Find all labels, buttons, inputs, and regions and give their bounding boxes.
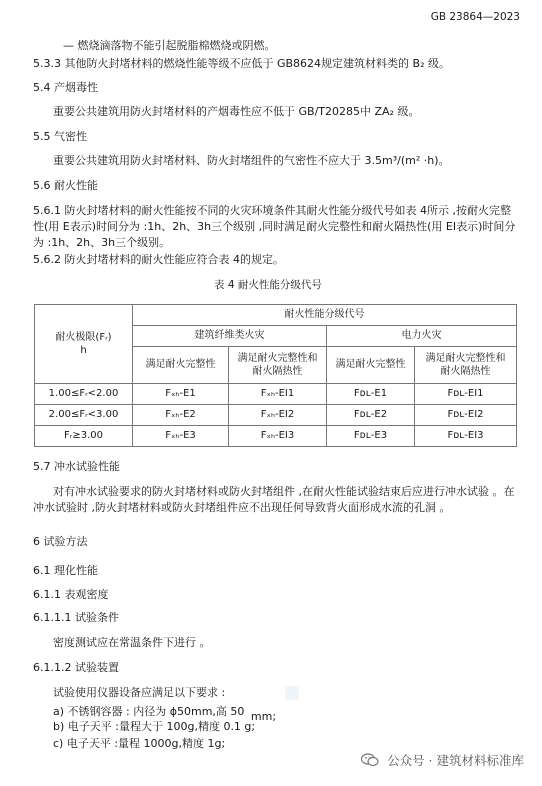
- list-item-a: [53, 704, 277, 723]
- clause-6-1-1-1-text: 密度测试应在常温条件下进行 。: [53, 636, 211, 649]
- table-cell: Fᴅʟ-EI1: [415, 384, 517, 405]
- list-item-a-unit: mm;: [250, 710, 277, 723]
- table-caption: 表 4 耐火性能分级代号: [214, 279, 322, 291]
- table-cell: Fₓₕ-EI1: [229, 384, 327, 405]
- clause-text: — 燃烧滴落物不能引起脱脂棉燃烧或阴燃。: [63, 39, 276, 52]
- heading-5-7: 5.7 冲水试验性能: [33, 460, 120, 473]
- col-header: 满足耐火完整性: [133, 347, 229, 384]
- clause-5-5-text: 重要公共建筑用防火封堵材料、防火封堵组件的气密性不应大于 3.5m³/(m² ·h)。: [53, 154, 450, 167]
- clause-5-6-2: 5.6.2 防火封堵材料的耐火性能应符合表 4的规定。: [33, 253, 284, 266]
- row-header-unit: h: [80, 345, 87, 356]
- standard-number: GB 23864—2023: [430, 11, 520, 23]
- table-cell: Fₓₕ-E1: [133, 384, 229, 405]
- heading-5-4: 5.4 产烟毒性: [33, 81, 98, 94]
- clause-5-6-1-line1: 5.6.1 防火封堵材料的耐火性能按不同的火灾环境条件其耐火性能分级代号如表 4所示 ,按耐火完整: [33, 204, 511, 217]
- wechat-icon: [361, 753, 379, 767]
- table-row: [35, 405, 517, 426]
- col-header: [415, 347, 517, 384]
- heading-6-1-1: 6.1.1 表观密度: [33, 588, 109, 601]
- table-cell: Fᴅʟ-E1: [327, 384, 415, 405]
- heading-6-1-1-2: 6.1.1.2 试验装置: [33, 661, 119, 674]
- clause-6-1-1-2-text: 试验使用仪器设备应满足以下要求 :: [53, 686, 226, 699]
- table-cell: Fᵣ≥3.00: [35, 426, 133, 447]
- table-cell: Fₓₕ-EI3: [229, 426, 327, 447]
- heading-6-1-1-1: 6.1.1.1 试验条件: [33, 611, 119, 624]
- table-cell: Fᴅʟ-EI3: [415, 426, 517, 447]
- table-cell: Fₓₕ-EI2: [229, 405, 327, 426]
- clause-5-6-1-line3: 为 :1h、2h、3h三个级别。: [33, 236, 171, 249]
- watermark: [361, 752, 524, 770]
- col-header-line: 满足耐火完整性和: [425, 352, 506, 364]
- col-header-line: 满足耐火完整性和: [237, 352, 318, 364]
- heading-6: 6 试验方法: [33, 535, 88, 548]
- table-cell: 1.00≤Fᵣ<2.00: [35, 384, 133, 405]
- col-header-line: 耐火隔热性: [440, 366, 491, 377]
- row-header-label: 耐火极限(Fᵣ): [55, 331, 112, 343]
- col-header-line: 耐火隔热性: [252, 366, 303, 377]
- clause-5-6-1-line2: 性(用 E表示)时间分为 :1h、2h、3h三个级别 ,同时满足耐火完整性和耐火隔热性(用 EI表示)时间分: [33, 220, 516, 233]
- row-header-cell: [35, 305, 133, 384]
- table-cell: Fᴅʟ-E3: [327, 426, 415, 447]
- table-cell: Fᴅʟ-EI2: [415, 405, 517, 426]
- heading-5-5: 5.5 气密性: [33, 130, 87, 143]
- env-header-building: 建筑纤维类火灾: [133, 326, 327, 347]
- col-header: [229, 347, 327, 384]
- col-header: 满足耐火完整性: [327, 347, 415, 384]
- table-cell: Fₓₕ-E3: [133, 426, 229, 447]
- heading-6-1: 6.1 理化性能: [33, 564, 98, 577]
- env-header-power: 电力火灾: [327, 326, 517, 347]
- clause-5-7-line2: 冲水试验时 ,防火封堵材料或防火封堵组件应不出现任何导致背火面形成水流的孔洞 。: [33, 501, 451, 514]
- table-row: [35, 426, 517, 447]
- table-row: [35, 384, 517, 405]
- fire-rating-table: [34, 304, 517, 447]
- heading-5-6: 5.6 耐火性能: [33, 179, 98, 192]
- clause-5-4-text: 重要公共建筑用防火封堵材料的产烟毒性应不低于 GB/T20285中 ZA₂ 级。: [53, 105, 420, 118]
- column-group-header: 耐火性能分级代号: [133, 305, 517, 326]
- list-item-b: b) 电子天平 :量程大于 100g,精度 0.1 g;: [53, 720, 256, 733]
- table-cell: Fᴅʟ-E2: [327, 405, 415, 426]
- table-cell: 2.00≤Fᵣ<3.00: [35, 405, 133, 426]
- scan-artifact: [285, 686, 299, 700]
- watermark-text: 公众号 · 建筑材料标准库: [387, 753, 524, 768]
- list-item-a-text: a) 不锈钢容器 : 内径为 ϕ50mm,高 50: [53, 705, 245, 718]
- list-item-c: c) 电子天平 :量程 1000g,精度 1g;: [53, 737, 226, 750]
- clause-5-3-3: 5.3.3 其他防火封堵材料的燃烧性能等级不应低于 GB8624规定建筑材料类的 B₂ 级。: [33, 57, 450, 70]
- table-cell: Fₓₕ-E2: [133, 405, 229, 426]
- clause-5-7-line1: 对有冲水试验要求的防火封堵材料或防火封堵组件 ,在耐火性能试验结束后应进行冲水试验 。在: [53, 485, 515, 498]
